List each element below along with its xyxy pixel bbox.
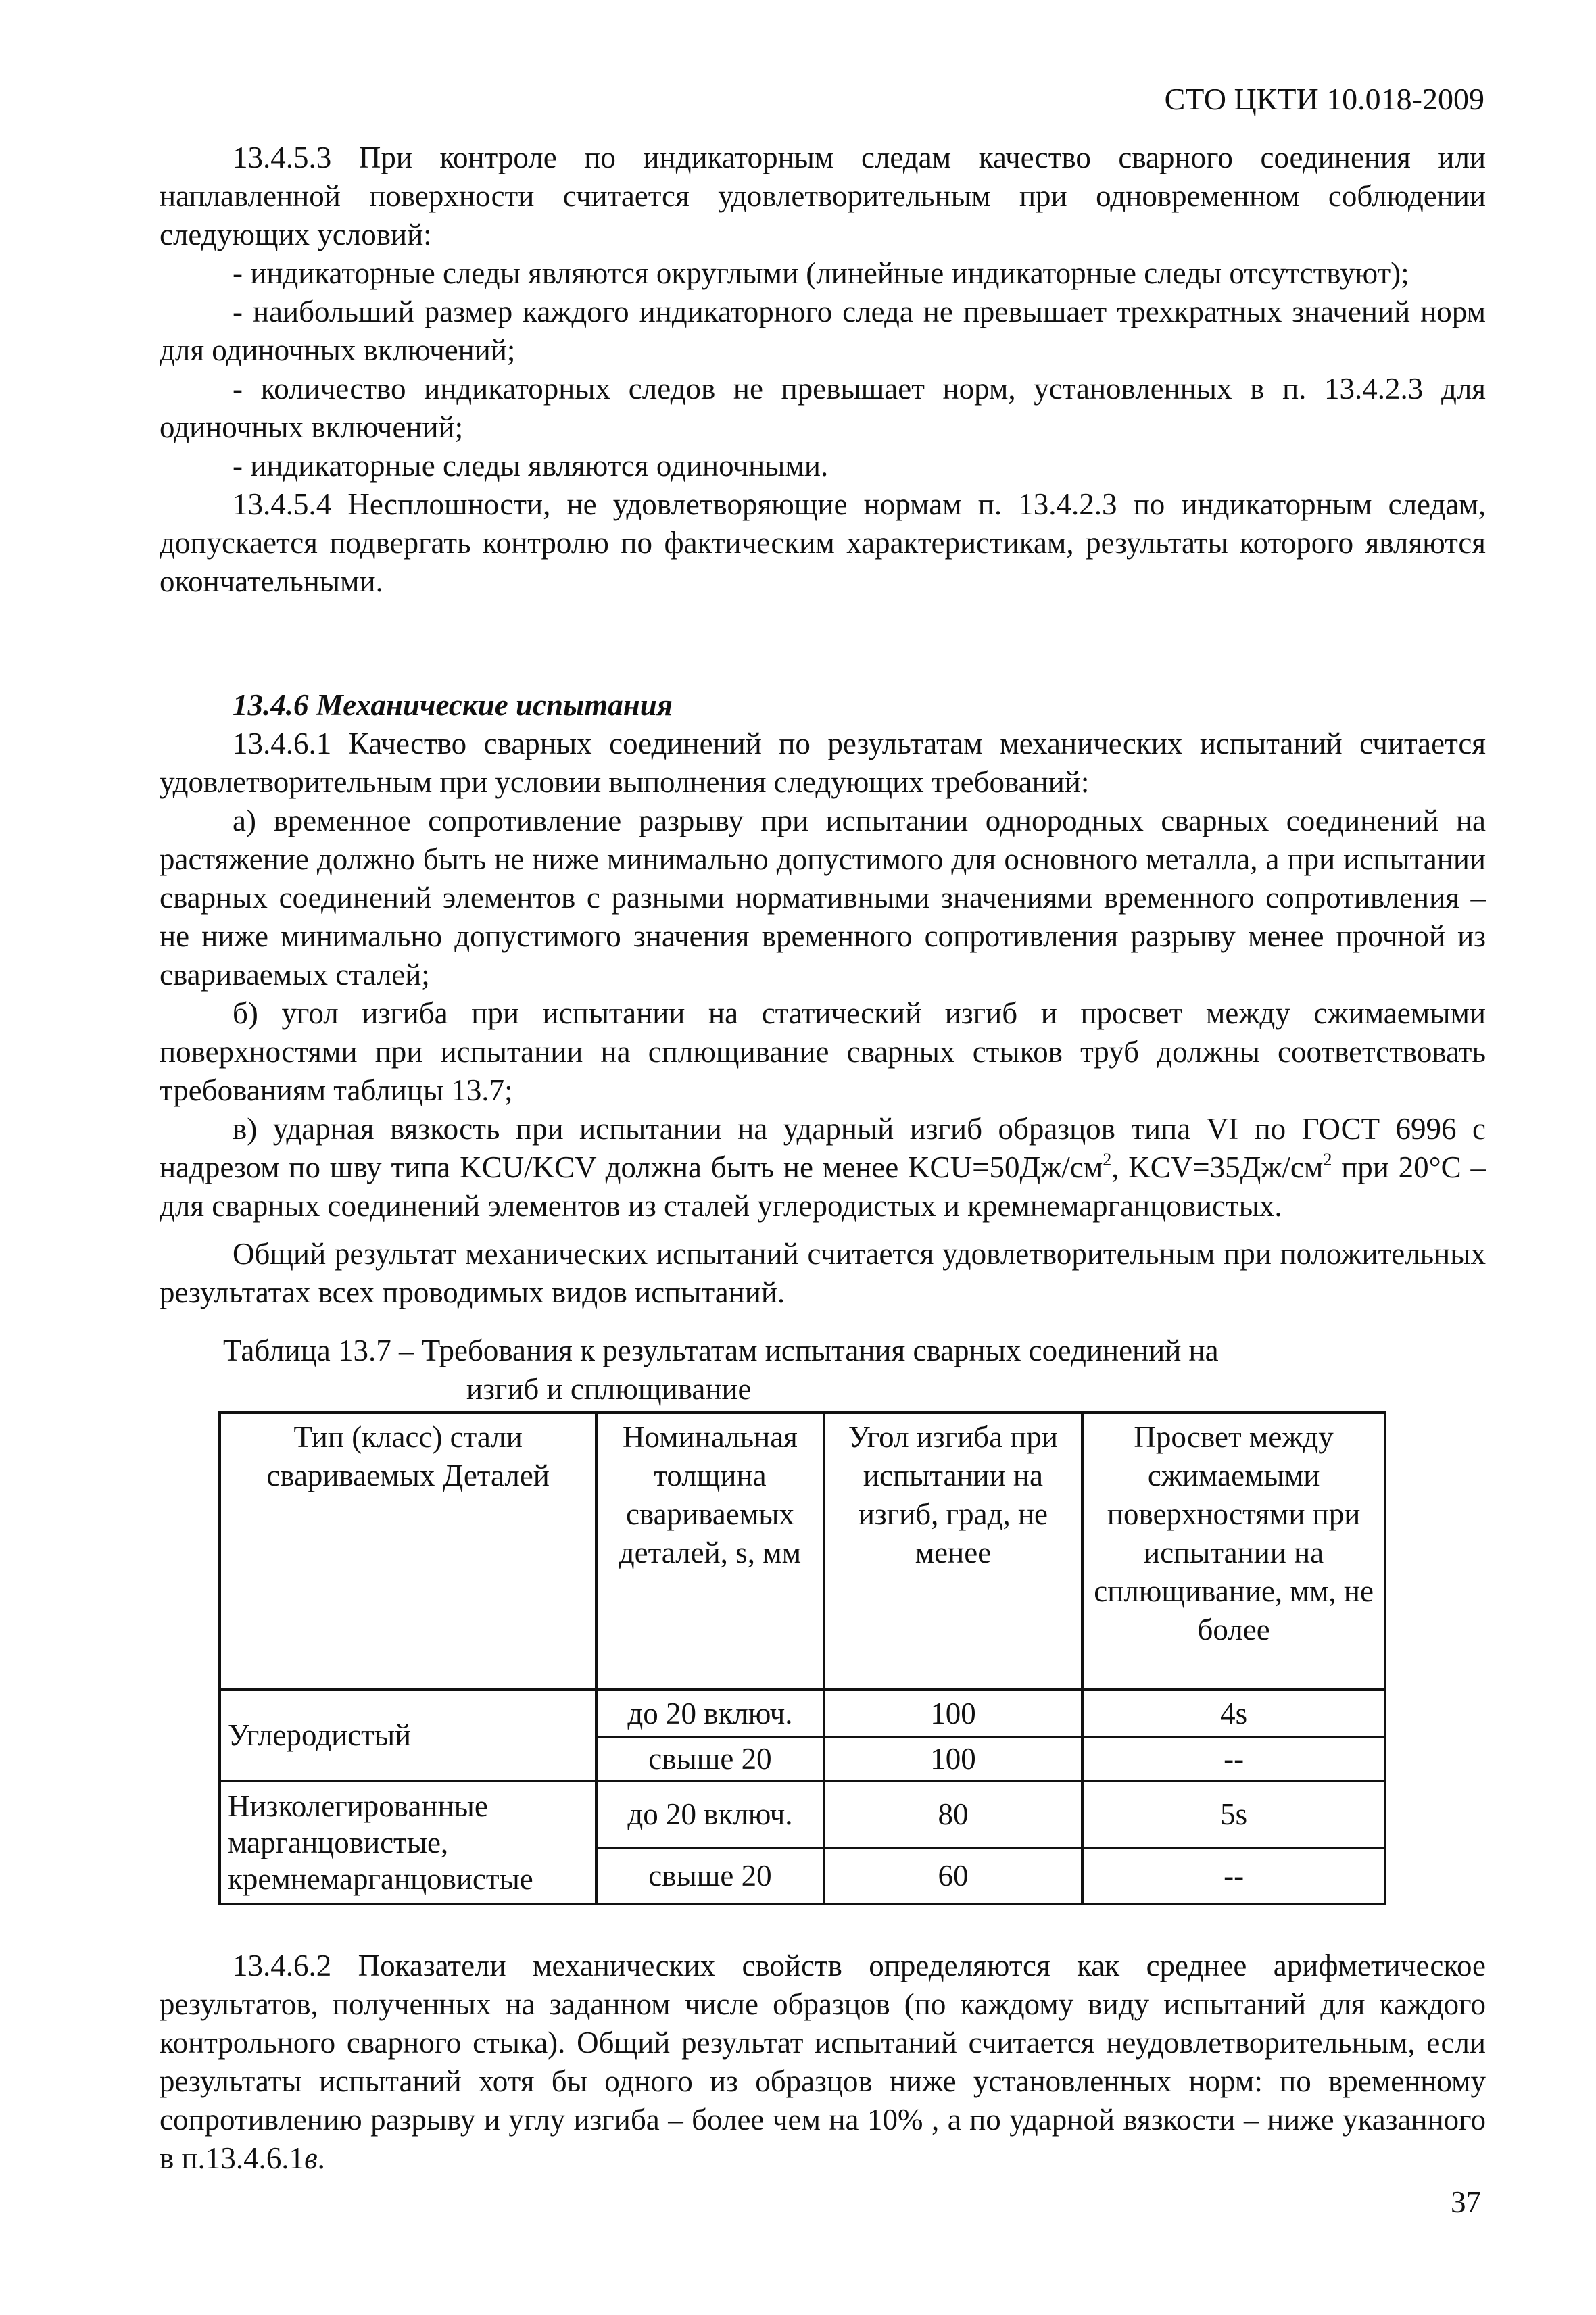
- thickness-cell: до 20 включ.: [596, 1690, 823, 1737]
- angle-cell: 100: [824, 1690, 1083, 1737]
- text-part: 13.4.6.2 Показатели механических свойств определяются как среднее арифметическое результатов, полученных на заданном числе образцов (по каждому виду испытаний для каждого контрольного сварного стыка). Общий результат испытаний считается неудовлетворительным, если результаты испытаний хотя бы одного из образцов ниже установленных норм: по временному сопротивлению разрыву и углу изгиба – более чем на 10% , а по ударной вязкости – ниже указанного в п.13.4.6.1: [160, 1949, 1486, 2175]
- reference-suffix: в: [304, 2141, 318, 2175]
- table-row: [220, 1781, 1385, 1848]
- header-cell: Угол изгиба при испытании на изгиб, град, не менее: [824, 1413, 1083, 1690]
- superscript: 2: [1323, 1150, 1332, 1169]
- header-cell: Тип (класс) стали свариваемых Деталей: [220, 1413, 596, 1690]
- table-caption-continued: изгиб и сплющивание: [466, 1372, 752, 1406]
- steel-type-cell: Низколегированные марганцовистые, кремнемарганцовистые: [220, 1781, 596, 1904]
- document-id-header: СТО ЦКТИ 10.018-2009: [1164, 82, 1484, 116]
- list-item: а) временное сопротивление разрыву при испытании однородных сварных соединений на растяжение должно быть не ниже минимально допустимого для основного металла, а при испытании сварных соединений элементов с разными нормативными значениями временного сопротивления – не ниже минимально допустимого значения временного сопротивления разрыву менее прочной из свариваемых сталей;: [160, 804, 1486, 992]
- list-item: - индикаторные следы являются одиночными.: [233, 449, 829, 483]
- table-caption: Таблица 13.7 – Требования к результатам испытания сварных соединений на: [223, 1334, 1219, 1367]
- gap-cell: 4s: [1082, 1690, 1385, 1737]
- section-13-4-6: [160, 686, 1486, 1312]
- gap-cell: 5s: [1082, 1781, 1385, 1848]
- text-part: .: [317, 2141, 325, 2175]
- section-13-4-5-text: [160, 139, 1486, 601]
- superscript: 2: [1103, 1150, 1112, 1169]
- section-13-4-6-2: [160, 1947, 1486, 2178]
- thickness-cell: свыше 20: [596, 1737, 823, 1781]
- paragraph: 13.4.6.1 Качество сварных соединений по результатам механических испытаний считается удовлетворительным при условии выполнения следующих требований:: [160, 727, 1486, 799]
- gap-cell: --: [1082, 1848, 1385, 1904]
- steel-type-cell: Углеродистый: [220, 1690, 596, 1781]
- list-item: б) угол изгиба при испытании на статический изгиб и просвет между сжимаемыми поверхностями при испытании на сплющивание сварных стыков труб должны соответствовать требованиям таблицы 13.7;: [160, 996, 1486, 1107]
- section-heading: 13.4.6 Механические испытания: [233, 688, 673, 722]
- paragraph: Общий результат механических испытаний считается удовлетворительным при положительных результатах всех проводимых видов испытаний.: [160, 1237, 1486, 1309]
- text-part: , KCV=35Дж/см: [1111, 1150, 1324, 1184]
- table-row: [220, 1690, 1385, 1737]
- angle-cell: 80: [824, 1781, 1083, 1848]
- angle-cell: 100: [824, 1737, 1083, 1781]
- thickness-cell: свыше 20: [596, 1848, 823, 1904]
- paragraph: 13.4.5.4 Несплошности, не удовлетворяющие нормам п. 13.4.2.3 по индикаторным следам, допускается подвергать контролю по фактическим характеристикам, результаты которого являются окончательными.: [160, 487, 1486, 598]
- list-item: - количество индикаторных следов не превышает норм, установленных в п. 13.4.2.3 для одиночных включений;: [160, 372, 1486, 444]
- text-part: в) ударная вязкость при испытании на ударный изгиб образцов типа VI по ГОСТ 6996 с надрезом по шву типа KCU/KCV должна быть не менее KCU=50Дж/см: [160, 1112, 1486, 1184]
- header-cell: Номинальная толщина свариваемых деталей, s, мм: [596, 1413, 823, 1690]
- angle-cell: 60: [824, 1848, 1083, 1904]
- table-header-row: [220, 1413, 1385, 1690]
- text-part: при 20°С – для сварных соединений элементов из сталей углеродистых и кремнемарганцовистых.: [160, 1150, 1486, 1223]
- gap-cell: --: [1082, 1737, 1385, 1781]
- header-cell: Просвет между сжимаемыми поверхностями при испытании на сплющивание, мм, не более: [1082, 1413, 1385, 1690]
- list-item: - индикаторные следы являются округлыми (линейные индикаторные следы отсутствуют);: [233, 256, 1409, 290]
- page-number: 37: [1451, 2185, 1481, 2219]
- list-item: - наибольший размер каждого индикаторного следа не превышает трехкратных значений норм для одиночных включений;: [160, 295, 1486, 367]
- paragraph: [160, 1947, 1486, 2178]
- paragraph: 13.4.5.3 При контроле по индикаторным следам качество сварного соединения или наплавленной поверхности считается удовлетворительным при одновременном соблюдении следующих условий:: [160, 141, 1486, 251]
- requirements-table: [218, 1411, 1386, 1905]
- thickness-cell: до 20 включ.: [596, 1781, 823, 1848]
- list-item-impact-toughness: [160, 1110, 1486, 1225]
